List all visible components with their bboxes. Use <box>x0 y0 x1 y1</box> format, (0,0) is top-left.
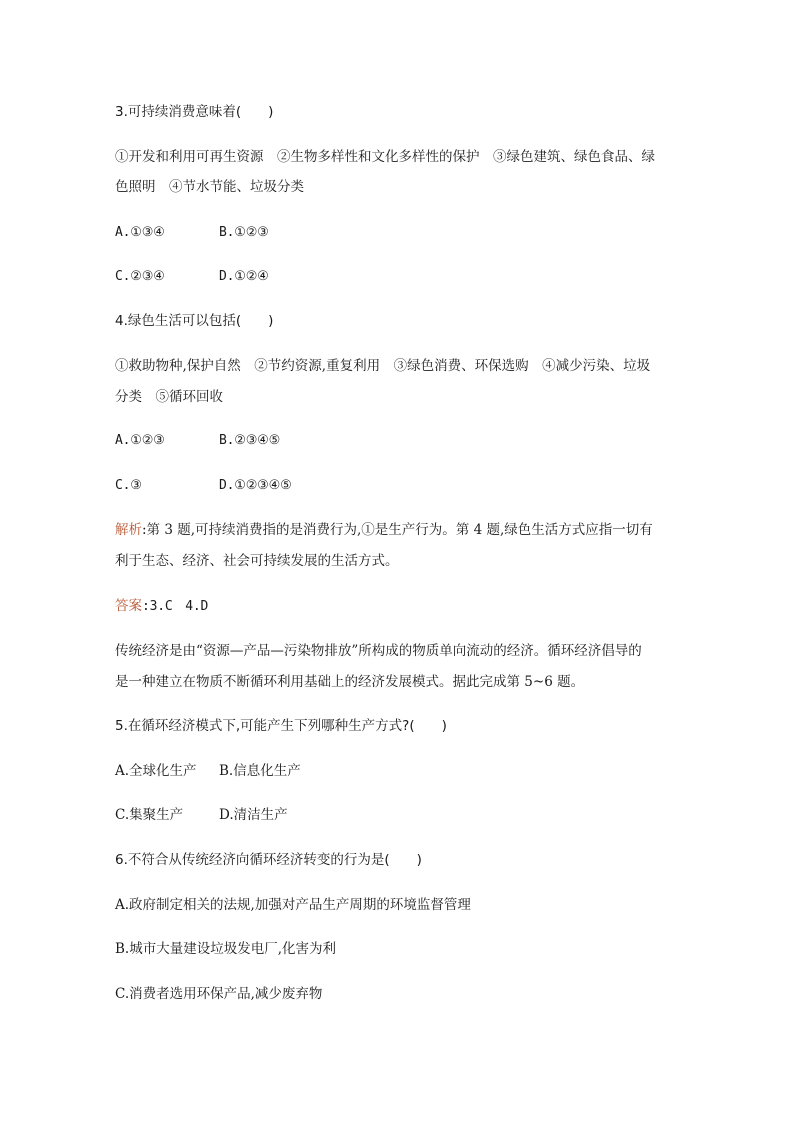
analysis-label: 解析 <box>115 522 142 538</box>
question-4-option-a: A.①②③ <box>115 433 165 448</box>
question-3-stem: 3.可持续消费意味着( ) <box>115 104 274 120</box>
question-4-stem: 4.绿色生活可以包括( ) <box>115 313 274 329</box>
question-3-option-b: B.①②③ <box>219 225 269 240</box>
question-6-option-c: C.消费者选用环保产品,减少废弃物 <box>115 986 323 1002</box>
question-6-option-a: A.政府制定相关的法规,加强对产品生产周期的环境监督管理 <box>115 897 471 913</box>
question-4-option-b: B.②③④⑤ <box>219 433 281 448</box>
question-6-stem: 6.不符合从传统经济向循环经济转变的行为是( ) <box>115 852 422 868</box>
answer-label: 答案 <box>115 598 142 614</box>
answer-text: :3.C 4.D <box>142 599 209 614</box>
analysis-line2: 利于生态、经济、社会可持续发展的生活方式。 <box>115 553 399 569</box>
question-5-option-c: C.集聚生产 <box>115 807 184 823</box>
question-4-option-d: D.①②③④⑤ <box>219 478 292 493</box>
analysis-line1 <box>115 521 653 539</box>
question-6-option-b: B.城市大量建设垃圾发电厂,化害为利 <box>115 941 337 957</box>
question-3-items-line1: ①开发和利用可再生资源 ②生物多样性和文化多样性的保护 ③绿色建筑、绿色食品、绿 <box>115 149 655 165</box>
question-4-option-c: C.③ <box>115 478 142 493</box>
question-3-option-c: C.②③④ <box>115 269 165 284</box>
question-5-option-a: A.全球化生产 <box>115 763 197 779</box>
question-3-option-a: A.①③④ <box>115 225 165 240</box>
question-5-option-b: B.信息化生产 <box>219 763 301 779</box>
answer-line <box>115 597 208 616</box>
passage-line1: 传统经济是由“资源—产品—污染物排放”所构成的物质单向流动的经济。循环经济倡导的 <box>115 643 642 659</box>
question-3-items-line2: 色照明 ④节水节能、垃圾分类 <box>115 179 304 195</box>
question-4-items-line2: 分类 ⑤循环回收 <box>115 389 223 405</box>
question-4-items-line1: ①救助物种,保护自然 ②节约资源,重复利用 ③绿色消费、环保选购 ④减少污染、垃圾 <box>115 358 651 374</box>
analysis-text-1: :第 3 题,可持续消费指的是消费行为,①是生产行为。第 4 题,绿色生活方式应指一切有 <box>142 522 653 538</box>
passage-line2: 是一种建立在物质不断循环利用基础上的经济发展模式。据此完成第 5~6 题。 <box>115 674 585 690</box>
question-5-option-d: D.清洁生产 <box>219 807 288 823</box>
question-3-option-d: D.①②④ <box>219 269 269 284</box>
question-5-stem: 5.在循环经济模式下,可能产生下列哪种生产方式?( ) <box>115 718 447 734</box>
